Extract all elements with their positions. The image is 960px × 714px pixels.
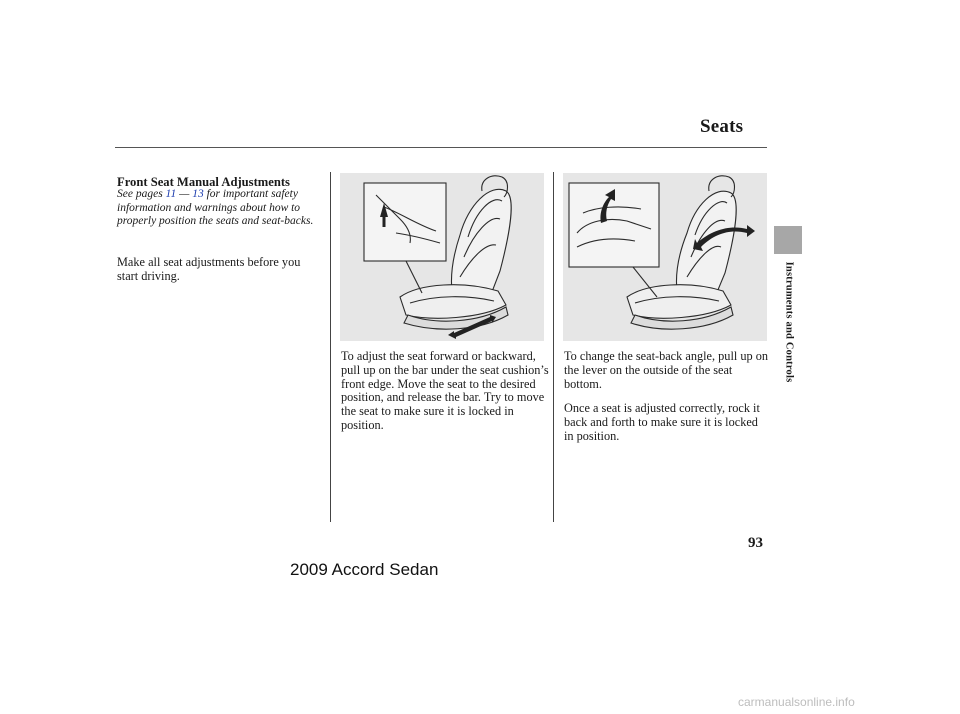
page-title: Seats bbox=[700, 116, 744, 137]
lock-check-instructions: Once a seat is adjusted correctly, rock it back and forth to make sure it is locked in position. bbox=[564, 401, 760, 443]
column-divider-left bbox=[330, 172, 331, 522]
slide-instructions: To adjust the seat forward or backward, pull up on the bar under the seat cushion’s front edge. Move the seat to the desired position, and release the bar. Try to move the seat to make sure it is locked in position. bbox=[341, 349, 549, 432]
chapter-tab-label: Instruments and Controls bbox=[783, 261, 795, 383]
page-link-13[interactable]: 13 bbox=[192, 188, 204, 200]
figure-seat-recline bbox=[563, 173, 767, 341]
chapter-tab-marker bbox=[774, 226, 802, 254]
note-suffix: for important safety information and warnings about how to properly position the seats and seat-backs. bbox=[117, 188, 314, 228]
column-divider-right bbox=[553, 172, 554, 522]
intro-paragraph: Make all seat adjustments before you start driving. bbox=[117, 255, 301, 283]
recline-instructions: To change the seat-back angle, pull up on the lever on the outside of the seat bottom. bbox=[564, 349, 769, 391]
header-rule bbox=[115, 147, 767, 148]
seat-recline-lever-icon bbox=[563, 173, 767, 341]
safety-note bbox=[117, 188, 322, 229]
watermark: carmanualsonline.info bbox=[738, 695, 855, 709]
note-dash: — bbox=[176, 188, 193, 200]
page-link-11[interactable]: 11 bbox=[165, 188, 177, 200]
page-number: 93 bbox=[748, 535, 763, 551]
seat-slide-bar-icon bbox=[340, 173, 544, 341]
section-heading: Front Seat Manual Adjustments bbox=[117, 175, 290, 189]
figure-seat-slide bbox=[340, 173, 544, 341]
note-prefix: See pages bbox=[117, 188, 166, 200]
footer-model: 2009 Accord Sedan bbox=[290, 560, 439, 579]
